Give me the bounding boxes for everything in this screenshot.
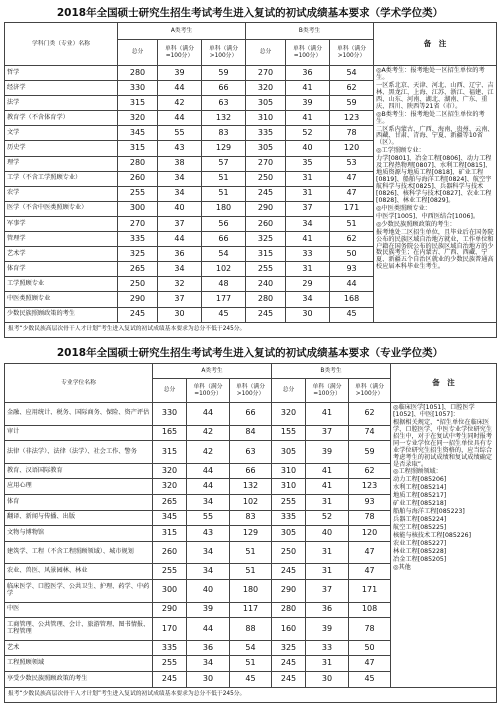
a-total-score: 170 <box>153 618 187 641</box>
note-line: 林业工程[085228] <box>393 547 447 555</box>
b-single-100-score: 31 <box>306 541 349 564</box>
discipline-name: 农业、兽医、风景园林、林业 <box>5 564 153 580</box>
a-total-score: 165 <box>153 425 187 441</box>
b-single-gt100-score: 47 <box>330 186 374 201</box>
professional-score-table <box>4 363 497 703</box>
a-single-gt100-score: 51 <box>202 171 246 186</box>
b-single-100-score: 39 <box>306 441 349 464</box>
b-single-100-score: 31 <box>286 262 330 277</box>
b-single-gt100-score: 45 <box>330 307 374 322</box>
b-single-100-score: 29 <box>286 277 330 292</box>
b-single-100-score: 34 <box>286 216 330 231</box>
academic-score-table <box>4 22 497 338</box>
b-total-score: 260 <box>246 216 286 231</box>
b-single-100-score: 31 <box>286 186 330 201</box>
b-total-score: 245 <box>246 307 286 322</box>
a-total-score: 245 <box>153 671 187 687</box>
b-total-score: 245 <box>272 656 306 672</box>
note-line: 水利工程[085214] <box>393 484 447 492</box>
a-total-score: 315 <box>118 96 158 111</box>
a-single-100-score: 36 <box>158 247 202 262</box>
b-single-gt100-score: 47 <box>330 171 374 186</box>
b-single-gt100-score: 74 <box>349 425 391 441</box>
a-single-gt100-score: 63 <box>202 96 246 111</box>
discipline-name: 享受少数民族照顾政策的考生 <box>5 671 153 687</box>
b-total-score: 305 <box>246 141 286 156</box>
note-line: 力学[0801]、冶金工程[0806]、动力工程及工程热物理[0807]、水利工程[0815]、地质资源与地质工程[0818]、矿业工程[0819]、船舶与海洋工程[0824]、航空宇航科学与技术[0825]、兵器科学与技术[0826]、核科学与技术[0827]、农业工程[0828]、林业工程[0829]。 <box>376 155 492 204</box>
discipline-name: 中医类照顾专业 <box>5 292 118 307</box>
discipline-name: 建筑学、工程（不含工程照顾领域）、城市规划 <box>5 541 153 564</box>
group-b-header: B类考生 <box>246 23 374 40</box>
note-line: 根据相关规定，“招生单位在临床医学、口腔医学、中医专业学位研究生招生中，对于在复试中考生同时报考同一专业学位在同一招生单位具有专业学位研究生招生资格的，应当综合考虑考生的初试成绩和复试成绩确定是否录取”。 <box>393 418 493 468</box>
a-single-gt100-score: 180 <box>202 201 246 216</box>
a-single-100-score: 34 <box>187 541 230 564</box>
a-single-gt100-score: 57 <box>202 156 246 171</box>
b-single-gt100-score: 62 <box>349 463 391 479</box>
b-total-score: 280 <box>272 602 306 618</box>
a-single100-header: 单科（满分=100分） <box>158 40 202 66</box>
b-total-score: 325 <box>272 640 306 656</box>
b-total-score: 245 <box>246 186 286 201</box>
b-single-gt100-score: 54 <box>330 66 374 81</box>
note-line: 核能与核技术工程[085226] <box>393 531 471 539</box>
discipline-name: 工学（不含工学照顾专业） <box>5 171 118 186</box>
note-line: ◎少数民族照顾政策的考生： <box>376 220 456 228</box>
a-total-score: 345 <box>153 510 187 526</box>
note-line: ◎工程照顾领域： <box>393 468 442 476</box>
b-single-100-score: 52 <box>286 126 330 141</box>
a-single-gt100-score: 51 <box>230 564 272 580</box>
b-total-score: 335 <box>246 126 286 141</box>
a-single-100-score: 44 <box>187 403 230 426</box>
a-total-score: 315 <box>153 441 187 464</box>
discipline-header: 专业学位名称 <box>5 364 153 403</box>
b-single-100-score: 30 <box>286 307 330 322</box>
notes-cell <box>374 66 497 323</box>
a-single-gt100-score: 63 <box>230 441 272 464</box>
a-total-score: 315 <box>118 141 158 156</box>
a-single-100-score: 43 <box>187 526 230 542</box>
a-single-100-score: 44 <box>158 81 202 96</box>
note-line: 报考地处二区招生单位，且毕业后在国务院公布的民族区域自治地方就业，工作单位和户籍在国务院公布的民族区域自治地方的少数民族考生；在内蒙古、广西、西藏、宁夏、新疆五个自治区就业的少数民族普通高校应届本科毕业生考生。 <box>376 228 494 271</box>
discipline-name: 工商管理、公共管理、会计、旅游管理、图书情报、工程管理 <box>5 618 153 641</box>
discipline-name: 哲学 <box>5 66 118 81</box>
b-single-gt100-score: 53 <box>330 156 374 171</box>
a-total-score: 270 <box>118 216 158 231</box>
a-single-gt100-score: 83 <box>202 126 246 141</box>
a-single-100-score: 34 <box>187 656 230 672</box>
b-total-score: 155 <box>272 425 306 441</box>
a-single-100-score: 34 <box>158 186 202 201</box>
discipline-header: 学科门类（专业）名称 <box>5 23 118 66</box>
b-total-score: 250 <box>272 541 306 564</box>
b-single-100-score: 37 <box>306 425 349 441</box>
note-line: ◎临床医学[1051]、口腔医学[1052]、中医[1057]： <box>393 404 475 418</box>
a-single-100-score: 30 <box>187 671 230 687</box>
b-total-score: 320 <box>272 403 306 426</box>
a-total-score: 250 <box>118 277 158 292</box>
b-single-gt100-score: 50 <box>330 247 374 262</box>
footnote: 报考“少数民族高层次骨干人才计划”考生进入复试的初试成绩基本要求为总分不低于245分。 <box>5 687 497 702</box>
a-single-100-score: 34 <box>187 564 230 580</box>
b-total-score: 270 <box>246 156 286 171</box>
b-total-score: 290 <box>272 579 306 602</box>
discipline-name: 军事学 <box>5 216 118 231</box>
professional-title: 2018年全国硕士研究生招生考试考生进入复试的初试成绩基本要求（专业学位类） <box>56 347 444 359</box>
b-single-gt100-score: 62 <box>330 232 374 247</box>
b-single-gt100-score: 78 <box>349 618 391 641</box>
a-single-100-score: 36 <box>187 640 230 656</box>
a-single100-header: 单科（满分=100分） <box>187 379 230 403</box>
b-total-score: 320 <box>246 81 286 96</box>
a-single-gt100-score: 132 <box>230 479 272 495</box>
a-total-score: 260 <box>153 541 187 564</box>
a-total-score: 320 <box>118 111 158 126</box>
b-total-score: 245 <box>272 564 306 580</box>
a-total-score: 265 <box>153 495 187 511</box>
a-single-gt100-score: 66 <box>230 463 272 479</box>
b-single-gt100-score: 171 <box>330 201 374 216</box>
b-single-gt100-score: 44 <box>330 277 374 292</box>
note-line: 中医学[1005]、中西医结合[1006]。 <box>376 212 480 220</box>
discipline-name: 医学（不含中医类照顾专业） <box>5 201 118 216</box>
discipline-name: 教育学（不含体育学） <box>5 111 118 126</box>
note-line: ◎中医类照顾专业： <box>376 204 431 212</box>
b-single-gt100-score: 78 <box>349 510 391 526</box>
a-total-score: 320 <box>153 479 187 495</box>
b-single-100-score: 31 <box>286 171 330 186</box>
a-single-gt100-score: 66 <box>202 232 246 247</box>
b-single-gt100-score: 62 <box>330 81 374 96</box>
b-single-gt100-score: 171 <box>349 579 391 602</box>
b-single100-header: 单科（满分=100分） <box>306 379 349 403</box>
note-line: ◎B类考生：报考地处二区招生单位的考生。 <box>376 110 485 125</box>
a-single-100-score: 40 <box>187 579 230 602</box>
b-total-score: 160 <box>272 618 306 641</box>
a-single-gt100-score: 51 <box>230 656 272 672</box>
b-single-100-score: 31 <box>306 564 349 580</box>
a-single-gt100-score: 48 <box>202 277 246 292</box>
a-single-100-score: 42 <box>187 425 230 441</box>
notes-header: 备 注 <box>391 364 497 403</box>
b-single-100-score: 41 <box>286 111 330 126</box>
b-total-score: 310 <box>272 463 306 479</box>
a-single-gt100-score: 88 <box>230 618 272 641</box>
note-line: 农业工程[085227] <box>393 539 447 547</box>
discipline-name: 历史学 <box>5 141 118 156</box>
b-single-gt100-score: 51 <box>330 216 374 231</box>
b-single-100-score: 37 <box>286 201 330 216</box>
discipline-name: 临床医学、口腔医学、公共卫生、护理、药学、中药学 <box>5 579 153 602</box>
discipline-name: 少数民族照顾政策的考生 <box>5 307 118 322</box>
a-single-gt100-score: 83 <box>230 510 272 526</box>
a-total-score: 260 <box>118 171 158 186</box>
discipline-name: 法律（非法学）、法律（法学）、社会工作、警务 <box>5 441 153 464</box>
discipline-name: 工程照顾领域 <box>5 656 153 672</box>
b-total-score: 305 <box>246 96 286 111</box>
discipline-name: 翻译、新闻与传播、出版 <box>5 510 153 526</box>
notes-cell <box>391 403 497 688</box>
note-line: 动力工程[085206] <box>393 476 447 484</box>
b-single-100-score: 34 <box>286 292 330 307</box>
a-single-100-score: 55 <box>187 510 230 526</box>
discipline-name: 体育 <box>5 495 153 511</box>
b-total-score: 290 <box>246 201 286 216</box>
a-single-gt100-score: 66 <box>230 403 272 426</box>
b-single-100-score: 30 <box>306 671 349 687</box>
b-single-100-score: 41 <box>286 81 330 96</box>
a-single-100-score: 42 <box>158 96 202 111</box>
note-line: 航空工程[085225] <box>393 524 447 531</box>
a-single-gt100-score: 129 <box>202 141 246 156</box>
discipline-name: 艺术学 <box>5 247 118 262</box>
b-total-score: 280 <box>246 292 286 307</box>
a-single-100-score: 44 <box>158 232 202 247</box>
note-line: 船舶与海洋工程[085223] <box>393 508 465 516</box>
a-total-score: 245 <box>118 307 158 322</box>
b-single-gt100-score: 168 <box>330 292 374 307</box>
a-total-score: 325 <box>118 247 158 262</box>
discipline-name: 理学 <box>5 156 118 171</box>
b-single-100-score: 33 <box>286 247 330 262</box>
b-single-100-score: 52 <box>306 510 349 526</box>
a-single-gt100-score: 132 <box>202 111 246 126</box>
discipline-name: 审计 <box>5 425 153 441</box>
a-single-gt100-score: 66 <box>202 81 246 96</box>
discipline-name: 金融、应用统计、税务、国际商务、保险、资产评估 <box>5 403 153 426</box>
a-single-100-score: 34 <box>187 495 230 511</box>
b-single-100-score: 36 <box>286 66 330 81</box>
b-total-score: 250 <box>246 171 286 186</box>
a-single-gt100-score: 45 <box>230 671 272 687</box>
discipline-name: 教育、汉语国际教育 <box>5 463 153 479</box>
a-single-100-score: 44 <box>187 618 230 641</box>
group-b-header: B类考生 <box>272 364 391 379</box>
a-total-score: 255 <box>153 656 187 672</box>
b-single-100-score: 41 <box>306 463 349 479</box>
a-single-100-score: 30 <box>158 307 202 322</box>
b-single100-header: 单科（满分=100分） <box>286 40 330 66</box>
b-single-gt100-score: 78 <box>330 126 374 141</box>
a-total-score: 315 <box>153 526 187 542</box>
a-total-score: 280 <box>118 156 158 171</box>
table-row <box>5 66 497 81</box>
b-single-gt100-score: 123 <box>349 479 391 495</box>
discipline-name: 工学照顾专业 <box>5 277 118 292</box>
a-single-100-score: 55 <box>158 126 202 141</box>
b-single-100-score: 40 <box>306 526 349 542</box>
a-single-100-score: 34 <box>158 262 202 277</box>
a-single-gt100-score: 51 <box>202 186 246 201</box>
b-single-gt100-score: 45 <box>349 671 391 687</box>
a-single-gt100-score: 56 <box>202 216 246 231</box>
a-single-gt100-score: 129 <box>230 526 272 542</box>
b-singlegt100-header: 单科（满分>100分） <box>330 40 374 66</box>
b-total-score: 335 <box>272 510 306 526</box>
discipline-name: 文物与博物馆 <box>5 526 153 542</box>
a-single-100-score: 38 <box>158 156 202 171</box>
discipline-name: 经济学 <box>5 81 118 96</box>
a-single-100-score: 40 <box>158 201 202 216</box>
a-total-score: 330 <box>153 403 187 426</box>
discipline-name: 管理学 <box>5 232 118 247</box>
discipline-name: 中医 <box>5 602 153 618</box>
b-total-score: 305 <box>272 526 306 542</box>
footnote-row <box>5 687 497 702</box>
a-single-100-score: 42 <box>187 441 230 464</box>
a-total-header: 总分 <box>118 40 158 66</box>
a-single-gt100-score: 102 <box>230 495 272 511</box>
a-total-header: 总分 <box>153 379 187 403</box>
b-single-100-score: 39 <box>286 96 330 111</box>
a-single-gt100-score: 51 <box>230 541 272 564</box>
a-total-score: 290 <box>118 292 158 307</box>
b-single-gt100-score: 93 <box>349 495 391 511</box>
b-single-100-score: 33 <box>306 640 349 656</box>
a-single-gt100-score: 180 <box>230 579 272 602</box>
a-single-gt100-score: 177 <box>202 292 246 307</box>
b-single-gt100-score: 47 <box>349 564 391 580</box>
b-total-score: 240 <box>246 277 286 292</box>
a-total-score: 335 <box>118 232 158 247</box>
a-single-100-score: 44 <box>158 111 202 126</box>
b-singlegt100-header: 单科（满分>100分） <box>349 379 391 403</box>
note-line: 一区系北京、天津、河北、山西、辽宁、吉林、黑龙江、上海、江苏、浙江、福建、江西、山东、河南、湖北、湖南、广东、重庆、四川、陕西等21省（市）。 <box>376 81 494 110</box>
b-single-100-score: 40 <box>286 141 330 156</box>
b-single-100-score: 41 <box>306 479 349 495</box>
a-single-100-score: 39 <box>158 66 202 81</box>
footnote-row <box>5 322 497 337</box>
note-line: ◎A类考生：报考地处一区招生单位的考生。 <box>376 67 485 81</box>
b-total-score: 315 <box>246 247 286 262</box>
note-line: 二区系内蒙古、广西、海南、贵州、云南、西藏、甘肃、青海、宁夏、新疆等10省（区）。 <box>376 125 494 147</box>
note-line: 地质工程[085217] <box>393 492 447 500</box>
a-total-score: 330 <box>118 81 158 96</box>
b-single-100-score: 31 <box>306 495 349 511</box>
b-single-100-score: 39 <box>306 618 349 641</box>
group-a-header: A类考生 <box>118 23 246 40</box>
b-total-score: 255 <box>272 495 306 511</box>
b-single-gt100-score: 59 <box>330 96 374 111</box>
table-row <box>5 403 497 426</box>
b-total-score: 245 <box>272 671 306 687</box>
a-total-score: 300 <box>153 579 187 602</box>
b-single-gt100-score: 47 <box>349 541 391 564</box>
discipline-name: 艺术 <box>5 640 153 656</box>
a-single-100-score: 37 <box>158 292 202 307</box>
a-single-100-score: 44 <box>187 463 230 479</box>
discipline-name: 文学 <box>5 126 118 141</box>
academic-title: 2018年全国硕士研究生招生考试考生进入复试的初试成绩基本要求（学术学位类） <box>56 7 444 19</box>
b-total-score: 325 <box>246 232 286 247</box>
a-single-100-score: 44 <box>187 479 230 495</box>
discipline-name: 体育学 <box>5 262 118 277</box>
a-total-score: 255 <box>153 564 187 580</box>
a-single-gt100-score: 59 <box>202 66 246 81</box>
b-single-100-score: 37 <box>306 579 349 602</box>
b-single-100-score: 31 <box>306 656 349 672</box>
a-singlegt100-header: 单科（满分>100分） <box>202 40 246 66</box>
b-single-100-score: 41 <box>286 232 330 247</box>
b-single-gt100-score: 59 <box>349 441 391 464</box>
a-total-score: 335 <box>153 640 187 656</box>
a-single-100-score: 37 <box>158 216 202 231</box>
b-single-100-score: 36 <box>306 602 349 618</box>
b-single-gt100-score: 93 <box>330 262 374 277</box>
notes-header: 备 注 <box>374 23 497 66</box>
a-single-gt100-score: 117 <box>230 602 272 618</box>
b-single-100-score: 35 <box>286 156 330 171</box>
b-single-gt100-score: 120 <box>330 141 374 156</box>
a-single-100-score: 43 <box>158 141 202 156</box>
b-single-gt100-score: 123 <box>330 111 374 126</box>
a-total-score: 320 <box>153 463 187 479</box>
b-total-score: 310 <box>272 479 306 495</box>
a-single-100-score: 32 <box>158 277 202 292</box>
note-line: 兵器工程[085224] <box>393 516 447 524</box>
b-total-score: 255 <box>246 262 286 277</box>
a-total-score: 265 <box>118 262 158 277</box>
a-single-gt100-score: 54 <box>230 640 272 656</box>
footnote: 报考“少数民族高层次骨干人才计划”考生进入复试的初试成绩基本要求为总分不低于245分。 <box>5 322 497 337</box>
a-total-score: 280 <box>118 66 158 81</box>
discipline-name: 法学 <box>5 96 118 111</box>
note-line: 矿业工程[085218] <box>393 500 447 508</box>
b-single-gt100-score: 108 <box>349 602 391 618</box>
b-single-100-score: 41 <box>306 403 349 426</box>
note-line: 冶金工程[085205] <box>393 555 447 563</box>
note-line: ◎工学照顾专业： <box>376 147 425 155</box>
b-total-header: 总分 <box>272 379 306 403</box>
b-single-gt100-score: 62 <box>349 403 391 426</box>
a-total-score: 345 <box>118 126 158 141</box>
b-total-score: 310 <box>246 111 286 126</box>
a-single-gt100-score: 54 <box>202 247 246 262</box>
discipline-name: 农学 <box>5 186 118 201</box>
group-a-header: A类考生 <box>153 364 272 379</box>
a-single-100-score: 34 <box>158 171 202 186</box>
a-single-gt100-score: 45 <box>202 307 246 322</box>
b-single-gt100-score: 120 <box>349 526 391 542</box>
b-total-score: 270 <box>246 66 286 81</box>
a-single-gt100-score: 102 <box>202 262 246 277</box>
b-total-score: 305 <box>272 441 306 464</box>
a-singlegt100-header: 单科（满分>100分） <box>230 379 272 403</box>
note-line: ◎其他 <box>393 563 411 571</box>
a-total-score: 255 <box>118 186 158 201</box>
a-total-score: 300 <box>118 201 158 216</box>
b-single-gt100-score: 47 <box>349 656 391 672</box>
b-total-header: 总分 <box>246 40 286 66</box>
discipline-name: 应用心理 <box>5 479 153 495</box>
b-single-gt100-score: 50 <box>349 640 391 656</box>
a-single-gt100-score: 84 <box>230 425 272 441</box>
a-single-100-score: 39 <box>187 602 230 618</box>
a-total-score: 290 <box>153 602 187 618</box>
